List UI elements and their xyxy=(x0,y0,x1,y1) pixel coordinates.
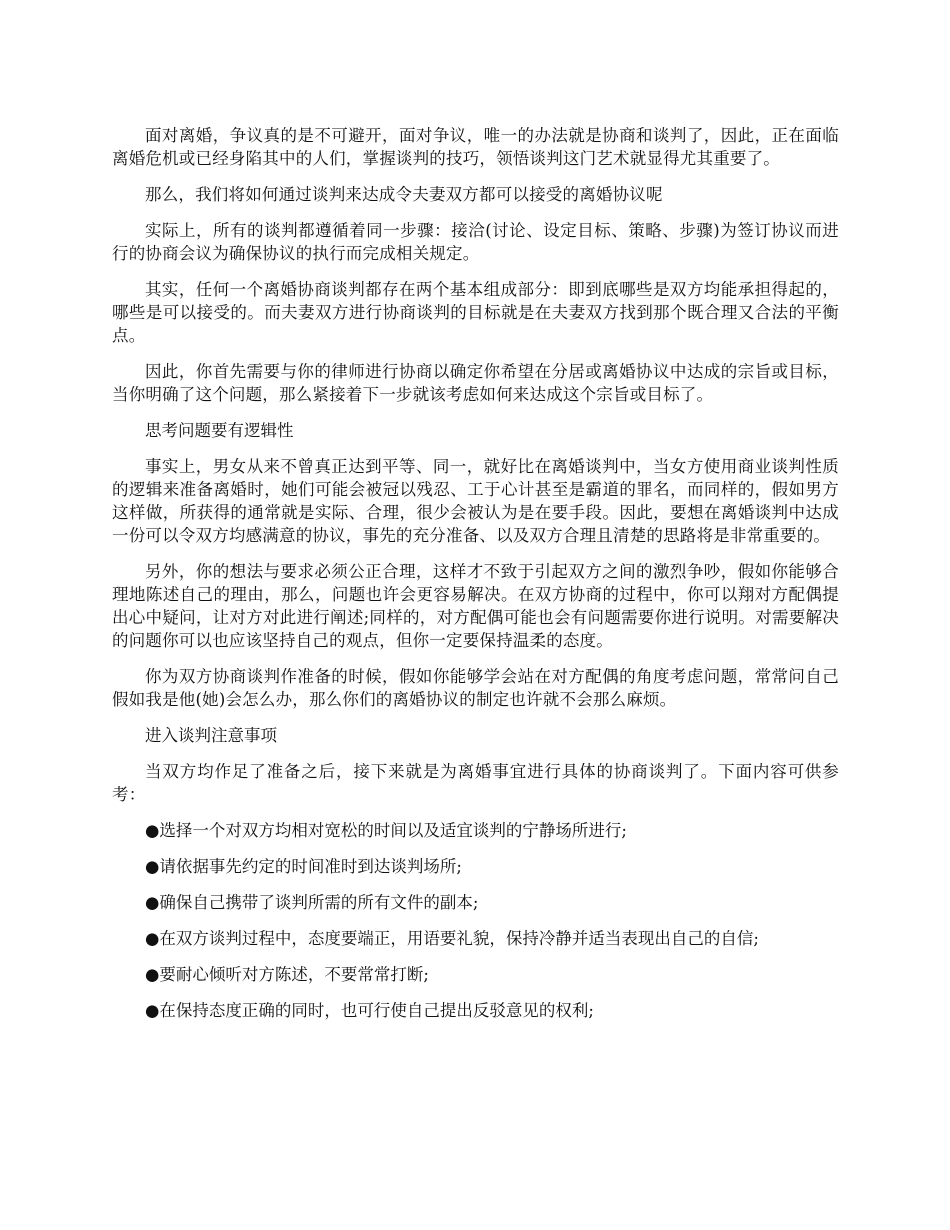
paragraph-fairness: 另外，你的想法与要求必须公正合理，这样才不致于引起双方之间的激烈争吵，假如你能够合理地陈述自己的理由，那么，问题也许会更容易解决。在双方协商的过程中，你可以翔对方配偶提出心中疑问，让对方对此进行阐述;同样的，对方配偶可能也会有问题需要你进行说明。对需要解决的问题你可以也应该坚持自己的观点，但你一定要保持温柔的态度。 xyxy=(112,562,839,650)
document-page xyxy=(112,124,839,1035)
paragraph-prepared: 当双方均作足了准备之后，接下来就是为离婚事宜进行具体的协商谈判了。下面内容可供参考： xyxy=(112,762,839,804)
list-item: ●确保自己携带了谈判所需的所有文件的副本; xyxy=(145,893,479,912)
list-item: ●选择一个对双方均相对宽松的时间以及适宜谈判的宁静场所进行; xyxy=(145,821,627,840)
paragraph-question: 那么，我们将如何通过谈判来达成令夫妻双方都可以接受的离婚协议呢 xyxy=(145,185,663,204)
paragraph-equality: 事实上，男女从来不曾真正达到平等、同一，就好比在离婚谈判中，当女方使用商业谈判性质的逻辑来准备离婚时，她们可能会被冠以残忍、工于心计甚至是霸道的罪名，而同样的，假如男方这样做，所获得的通常就是实际、合理，很少会被认为是在要手段。因此，要想在离婚谈判中达成一份可以令双方均感满意的协议，事先的充分准备、以及双方合理且清楚的思路将是非常重要的。 xyxy=(112,457,839,545)
paragraph-components: 其实，任何一个离婚协商谈判都存在两个基本组成部分：即到底哪些是双方均能承担得起的，哪些是可以接受的。而夫妻双方进行协商谈判的目标就是在夫妻双方找到那个既合理又合法的平衡点。 xyxy=(112,280,839,345)
paragraph-lawyer: 因此，你首先需要与你的律师进行协商以确定你希望在分居或离婚协议中达成的宗旨或目标，当你明确了这个问题，那么紧接着下一步就该考虑如何来达成这个宗旨或目标了。 xyxy=(112,362,839,404)
paragraph-perspective: 你为双方协商谈判作准备的时候，假如你能够学会站在对方配偶的角度考虑问题，常常问自己假如我是他(她)会怎么办，那么你们的离婚协议的制定也许就不会那么麻烦。 xyxy=(112,667,839,709)
paragraph-intro: 面对离婚，争议真的是不可避开，面对争议，唯一的办法就是协商和谈判了，因此，正在面临离婚危机或已经身陷其中的人们，掌握谈判的技巧，领悟谈判这门艺术就显得尤其重要了。 xyxy=(112,126,839,168)
list-item: ●在保持态度正确的同时，也可行使自己提出反驳意见的权利; xyxy=(145,1001,594,1020)
list-item: ●要耐心倾听对方陈述，不要常常打断; xyxy=(145,965,429,984)
list-item: ●请依据事先约定的时间准时到达谈判场所; xyxy=(145,857,462,876)
section-heading-notes: 进入谈判注意事项 xyxy=(145,726,277,745)
paragraph-steps: 实际上，所有的谈判都遵循着同一步骤：接洽(讨论、设定目标、策略、步骤)为签订协议而进行的协商会议为确保协议的执行而完成相关规定。 xyxy=(112,221,839,263)
section-heading-logic: 思考问题要有逻辑性 xyxy=(145,421,294,440)
list-item: ●在双方谈判过程中，态度要端正，用语要礼貌，保持冷静并适当表现出自己的自信; xyxy=(145,929,759,948)
